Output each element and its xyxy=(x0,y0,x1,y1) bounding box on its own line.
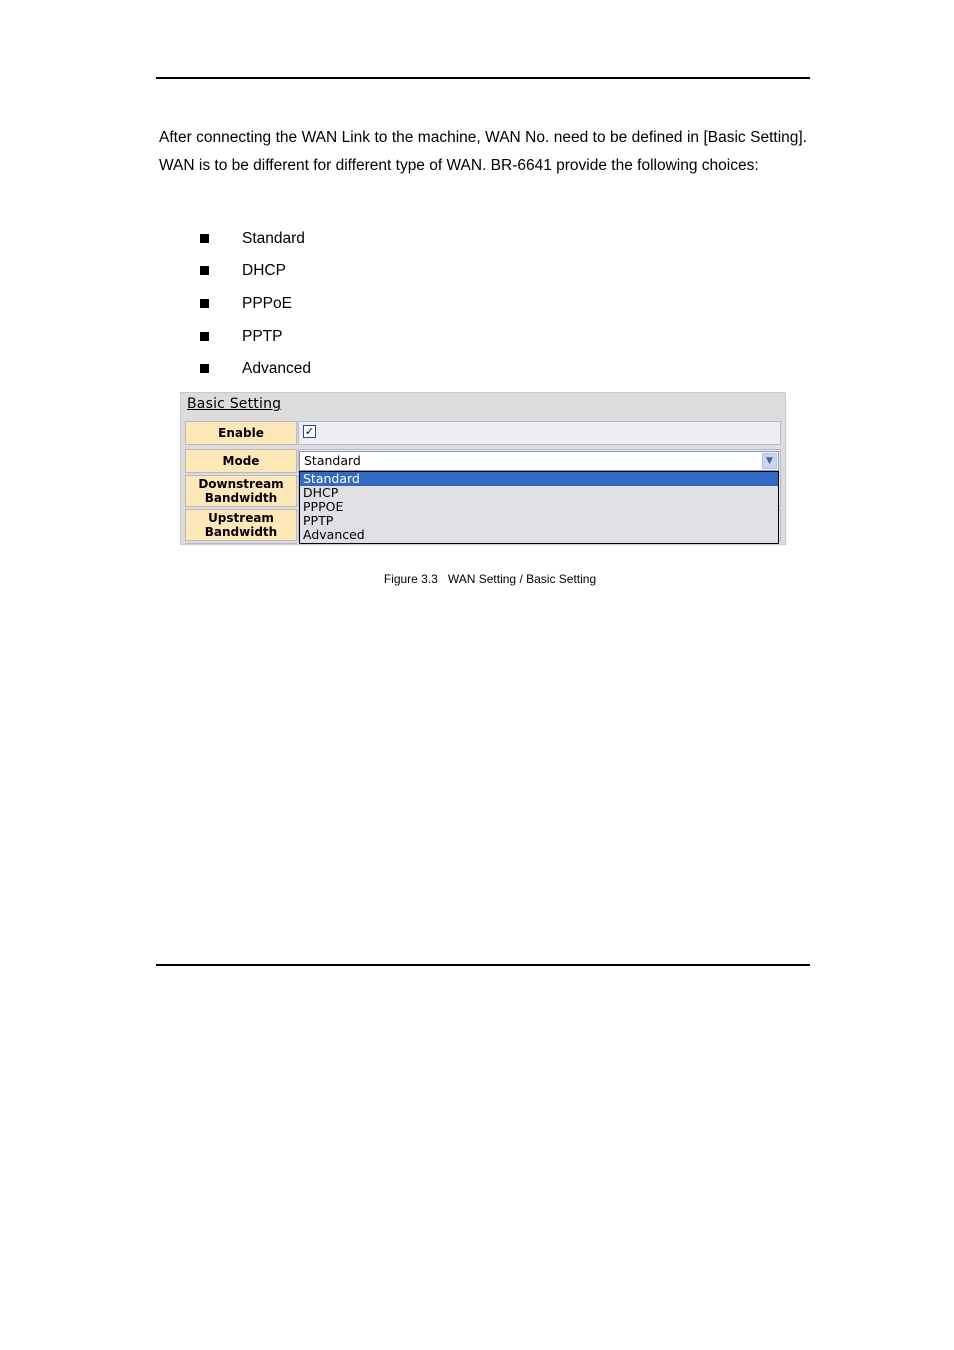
bullet-square-icon xyxy=(200,332,209,341)
upstream-bandwidth-label xyxy=(185,509,297,541)
figure-caption: Figure 3.3 WAN Setting / Basic Setting xyxy=(383,572,597,586)
mode-option-standard[interactable]: Standard xyxy=(300,472,778,486)
header-rule xyxy=(156,77,810,79)
mode-select[interactable] xyxy=(299,451,779,471)
bullet-square-icon xyxy=(200,364,209,373)
mode-option-dhcp[interactable]: DHCP xyxy=(303,485,339,500)
mode-option-pppoe[interactable]: PPPOE xyxy=(303,499,344,514)
basic-setting-panel xyxy=(180,392,786,545)
choice-label: DHCP xyxy=(242,262,286,279)
bullet-square-icon xyxy=(200,234,209,243)
enable-label-text: Enable xyxy=(218,426,264,440)
check-icon: ✓ xyxy=(304,425,315,438)
mode-label xyxy=(185,449,297,473)
choice-label: PPPoE xyxy=(242,295,292,312)
footer-rule xyxy=(156,964,810,966)
list-item xyxy=(200,359,500,379)
chevron-down-icon[interactable]: ▼ xyxy=(762,453,777,469)
mode-dropdown-list xyxy=(299,471,779,544)
list-item xyxy=(200,327,500,347)
mode-option-advanced[interactable]: Advanced xyxy=(303,527,365,542)
upstream-label-line2: Bandwidth xyxy=(204,525,278,539)
downstream-bandwidth-label xyxy=(185,475,297,507)
choice-label: Advanced xyxy=(242,360,311,377)
panel-title: Basic Setting xyxy=(187,396,282,412)
list-item xyxy=(200,294,500,314)
mode-label-text: Mode xyxy=(222,454,260,468)
bullet-square-icon xyxy=(200,266,209,275)
enable-cell xyxy=(298,421,781,445)
enable-checkbox[interactable] xyxy=(303,425,316,438)
choice-label: Standard xyxy=(242,230,305,247)
mode-option-pptp[interactable]: PPTP xyxy=(303,513,334,528)
list-item xyxy=(200,229,500,249)
mode-select-value: Standard xyxy=(304,453,361,468)
downstream-label-line1: Downstream xyxy=(198,477,284,491)
downstream-label-line2: Bandwidth xyxy=(204,491,278,505)
list-item xyxy=(200,261,500,281)
next-row-label xyxy=(185,543,297,545)
upstream-label-line1: Upstream xyxy=(208,511,274,525)
intro-paragraph: After connecting the WAN Link to the machine, WAN No. need to be defined in [Basic Setting]. WAN is to be different for different type of WAN. BR-6641 provide the following choices: xyxy=(159,129,807,174)
bullet-square-icon xyxy=(200,299,209,308)
enable-label xyxy=(185,421,297,445)
choice-label: PPTP xyxy=(242,328,283,345)
